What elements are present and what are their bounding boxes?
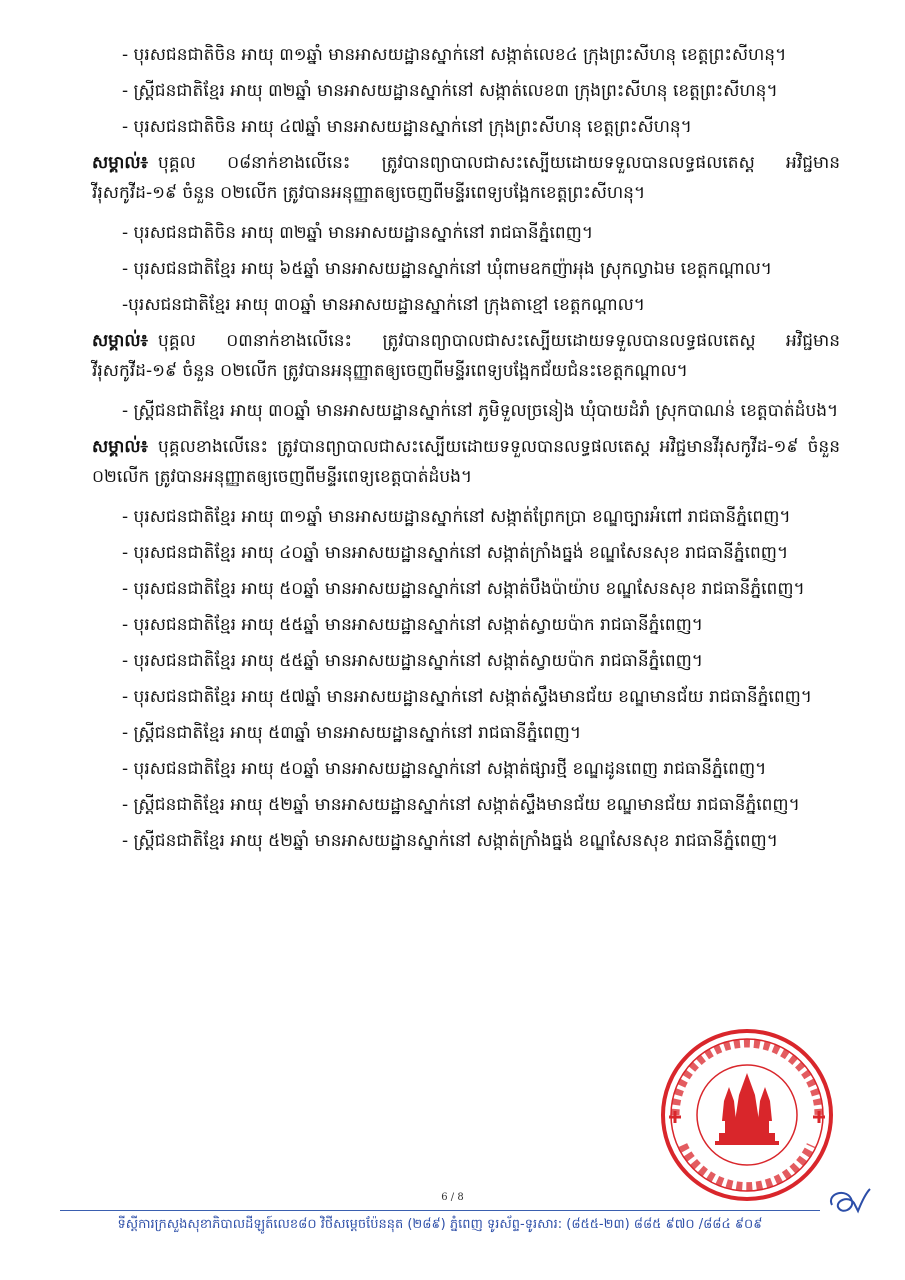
patient-list-battambang — [92, 396, 840, 426]
list-item: - ស្ត្រីជនជាតិខ្មែរ អាយុ ៣០ឆ្នាំ មានអាសយដ្ឋានស្នាក់នៅ ភូមិទួលច្រនៀង ឃុំបាយដំរាំ ស្រុកបាណន់ ខេត្តបាត់ដំបង។ — [122, 401, 839, 421]
list-item: - ស្ត្រីជនជាតិខ្មែរ អាយុ ៥២ឆ្នាំ មានអាសយដ្ឋានស្នាក់នៅ សង្កាត់ក្រាំងធ្នង់ ខណ្ឌសែនសុខ រាជធានីភ្នំពេញ។ — [122, 831, 778, 851]
note-battambang — [92, 432, 840, 492]
document-body — [92, 40, 840, 862]
note-sihanouk — [92, 148, 840, 208]
list-item: - បុរសជនជាតិខ្មែរ អាយុ ៦៥ឆ្នាំ មានអាសយដ្ឋានស្នាក់នៅ ឃុំពាមឧកញ៉ាអុង ស្រុកល្វាឯម ខេត្តកណ្ដាល។ — [122, 259, 773, 279]
note-text: បុគ្គល ០៣នាក់ខាងលើនេះ ត្រូវបានព្យាបាលជាសះស្បើយដោយទទួលបានលទ្ធផលតេស្ត អវិជ្ជមានវីរុសកូវីដ-១៩ ចំនួន ០២លើក ត្រូវបានអនុញ្ញាតឲ្យចេញពីមន្ទីរពេទ្យបង្អែកជ័យជំនះខេត្តកណ្ដាល។ — [92, 331, 840, 381]
page-number: 6 / 8 — [441, 1192, 464, 1203]
patient-list-kandal — [92, 218, 840, 320]
list-item: - បុរសជនជាតិចិន អាយុ ៣២ឆ្នាំ មានអាសយដ្ឋានស្នាក់នៅ រាជធានីភ្នំពេញ។ — [122, 223, 594, 243]
list-item: - បុរសជនជាតិខ្មែរ អាយុ ៥០ឆ្នាំ មានអាសយដ្ឋានស្នាក់នៅ សង្កាត់ផ្សារថ្មី ខណ្ឌដូនពេញ រាជធានីភ្នំពេញ។ — [122, 759, 767, 779]
list-item: - បុរសជនជាតិចិន អាយុ ៤៧ឆ្នាំ មានអាសយដ្ឋានស្នាក់នៅ ក្រុងព្រះសីហនុ ខេត្តព្រះសីហនុ។ — [122, 117, 692, 137]
list-item: - បុរសជនជាតិខ្មែរ អាយុ ៥៥ឆ្នាំ មានអាសយដ្ឋានស្នាក់នៅ សង្កាត់ស្វាយប៉ាក រាជធានីភ្នំពេញ។ — [122, 615, 704, 635]
note-label: សម្គាល់៖ — [92, 153, 149, 173]
angkor-temple-emblem — [715, 1073, 779, 1145]
ministry-seal-icon — [655, 1025, 840, 1205]
list-item: - ស្ត្រីជនជាតិខ្មែរ អាយុ ៥៣ឆ្នាំ មានអាសយដ្ឋានស្នាក់នៅ រាជធានីភ្នំពេញ។ — [122, 723, 582, 743]
list-item: - ស្ត្រីជនជាតិខ្មែរ អាយុ ៣២ឆ្នាំ មានអាសយដ្ឋានស្នាក់នៅ សង្កាត់លេខ៣ ក្រុងព្រះសីហនុ ខេត្តព្រះសីហនុ។ — [122, 81, 778, 101]
patient-list-phnom-penh — [92, 502, 840, 856]
list-item: - បុរសជនជាតិខ្មែរ អាយុ ៥៥ឆ្នាំ មានអាសយដ្ឋានស្នាក់នៅ សង្កាត់ស្វាយប៉ាក រាជធានីភ្នំពេញ។ — [122, 651, 704, 671]
list-item: -បុរសជនជាតិខ្មែរ អាយុ ៣០ឆ្នាំ មានអាសយដ្ឋានស្នាក់នៅ ក្រុងតាខ្មៅ ខេត្តកណ្ដាល។ — [122, 295, 645, 315]
list-item: - បុរសជនជាតិចិន អាយុ ៣១ឆ្នាំ មានអាសយដ្ឋានស្នាក់នៅ សង្កាត់លេខ៤ ក្រុងព្រះសីហនុ ខេត្តព្រះសីហនុ។ — [122, 45, 787, 65]
note-label: សម្គាល់៖ — [92, 437, 149, 457]
note-text: បុគ្គលខាងលើនេះ ត្រូវបានព្យាបាលជាសះស្បើយដោយទទួលបានលទ្ធផលតេស្ត អវិជ្ជមានវីរុសកូវីដ-១៩ ចំនួន ០២លើក ត្រូវបានអនុញ្ញាតឲ្យចេញពីមន្ទីរពេទ្យខេត្តបាត់ដំបង។ — [92, 437, 840, 487]
note-label: សម្គាល់៖ — [92, 331, 149, 351]
note-text: បុគ្គល ០៨នាក់ខាងលើនេះ ត្រូវបានព្យាបាលជាសះស្បើយដោយទទួលបានលទ្ធផលតេស្ត អវិជ្ជមានវីរុសកូវីដ-១៩ ចំនួន ០២លើក ត្រូវបានអនុញ្ញាតឲ្យចេញពីមន្ទីរពេទ្យបង្អែកខេត្តព្រះសីហនុ។ — [92, 153, 840, 203]
signature-icon — [818, 1183, 878, 1223]
patient-list-sihanouk — [92, 40, 840, 142]
footer-address: ទីស្តីការក្រសួងសុខាភិបាលដីឡូត៍លេខ៨០ វិថីសម្តេចប៉ែននុត (២៨៩) ភ្នំពេញ ទូរស័ព្ទ-ទូរសារ: (៨៥៥-២៣) ៨៨៥ ៩៧០ /៨៨៤ ៩០៩ — [117, 1217, 763, 1232]
footer-divider — [60, 1210, 820, 1211]
list-item: - ស្ត្រីជនជាតិខ្មែរ អាយុ ៥២ឆ្នាំ មានអាសយដ្ឋានស្នាក់នៅ សង្កាត់ស្ទឹងមានជ័យ ខណ្ឌមានជ័យ រាជធានីភ្នំពេញ។ — [122, 795, 800, 815]
list-item: - បុរសជនជាតិខ្មែរ អាយុ ៤០ឆ្នាំ មានអាសយដ្ឋានស្នាក់នៅ សង្កាត់ក្រាំងធ្នង់ ខណ្ឌសែនសុខ រាជធានីភ្នំពេញ។ — [122, 543, 789, 563]
list-item: - បុរសជនជាតិខ្មែរ អាយុ ៥០ឆ្នាំ មានអាសយដ្ឋានស្នាក់នៅ សង្កាត់បឹងប៉ាយ៉ាប ខណ្ឌសែនសុខ រាជធានីភ្នំពេញ។ — [122, 579, 805, 599]
list-item: - បុរសជនជាតិខ្មែរ អាយុ ៣១ឆ្នាំ មានអាសយដ្ឋានស្នាក់នៅ សង្កាត់ព្រែកប្រា ខណ្ឌច្បារអំពៅ រាជធានីភ្នំពេញ។ — [122, 507, 791, 527]
list-item: - បុរសជនជាតិខ្មែរ អាយុ ៥៧ឆ្នាំ មានអាសយដ្ឋានស្នាក់នៅ សង្កាត់ស្ទឹងមានជ័យ ខណ្ឌមានជ័យ រាជធានីភ្នំពេញ។ — [122, 687, 813, 707]
note-kandal — [92, 326, 840, 386]
